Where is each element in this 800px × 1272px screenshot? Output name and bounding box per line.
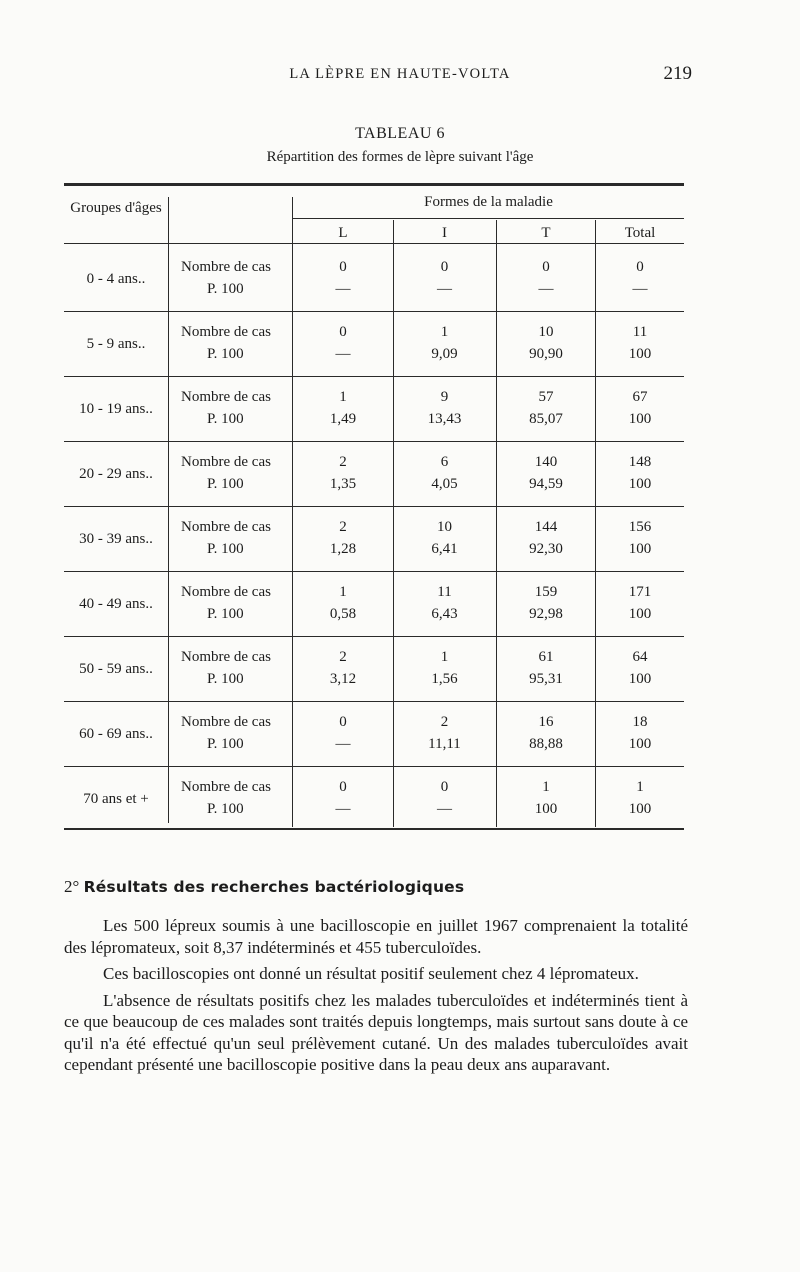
cell-percent: 88,88 (529, 736, 563, 752)
cell-percent: 100 (628, 411, 652, 427)
cell-count: 11 (437, 584, 452, 600)
cell-count: 67 (632, 389, 648, 405)
row-separator (64, 376, 684, 377)
age-group-label: 0 - 4 ans.. (86, 271, 146, 287)
paragraph: L'absence de résultats positifs chez les malades tuberculoïdes et indéterminés tient à ce que beaucoup de ces malades sont traités depuis longtemps, mais surtout sans doute à ce qu'il n'a été effectué qu'un seul prélèvement cutané. Un des malades tuberculoïdes avait cependant présenté une bacilloscopie positive dans la peau deux ans auparavant. (64, 990, 688, 1074)
cell-percent: — (632, 281, 648, 297)
row-label-percent: P. 100 (207, 736, 244, 752)
forms-header: Formes de la maladie (424, 194, 553, 210)
row-label-percent: P. 100 (207, 411, 244, 427)
row-label-count: Nombre de cas (181, 779, 271, 795)
section-heading (64, 877, 464, 897)
cell-percent: 6,43 (431, 606, 458, 622)
column-header: T (541, 225, 551, 241)
row-label-percent: P. 100 (207, 671, 244, 687)
row-label-count: Nombre de cas (181, 714, 271, 730)
cell-percent: 100 (628, 671, 652, 687)
running-head: LA LÈPRE EN HAUTE-VOLTA (289, 66, 511, 82)
cell-percent: — (335, 801, 351, 817)
cell-count: 0 (339, 259, 347, 275)
cell-count: 144 (534, 519, 558, 535)
age-group-label: 60 - 69 ans.. (79, 726, 153, 742)
row-label-count: Nombre de cas (181, 454, 271, 470)
column-header: L (338, 225, 348, 241)
paragraph: Les 500 lépreux soumis à une bacilloscopie en juillet 1967 comprenaient la totalité des lépromateux, soit 8,37 indéterminés et 455 tuberculoïdes. (64, 916, 688, 957)
cell-percent: 4,05 (431, 476, 458, 492)
row-separator (64, 636, 684, 637)
cell-count: 9 (440, 389, 449, 405)
cell-percent: 6,41 (431, 541, 458, 557)
cell-percent: — (335, 346, 351, 362)
forms-underline (293, 218, 684, 219)
cell-count: 1 (542, 779, 550, 795)
cell-count: 0 (542, 259, 550, 275)
cell-count: 1 (440, 649, 449, 665)
age-group-label: 40 - 49 ans.. (79, 596, 153, 612)
cell-percent: 100 (534, 801, 558, 817)
cell-count: 1 (339, 584, 347, 600)
cell-count: 2 (339, 454, 347, 470)
cell-percent: 13,43 (427, 411, 462, 427)
cell-count: 156 (628, 519, 652, 535)
age-group-label: 5 - 9 ans.. (86, 336, 146, 352)
cell-percent: 85,07 (529, 411, 563, 427)
cell-percent: 100 (628, 736, 652, 752)
cell-count: 6 (440, 454, 449, 470)
row-label-percent: P. 100 (207, 346, 244, 362)
col-separator (168, 197, 169, 823)
cell-count: 64 (632, 649, 648, 665)
column-header: I (442, 225, 447, 241)
row-label-percent: P. 100 (207, 801, 244, 817)
section-number: 2° (64, 877, 80, 896)
header-bottom-rule (64, 243, 684, 244)
cell-count: 159 (534, 584, 558, 600)
row-label-count: Nombre de cas (181, 584, 271, 600)
cell-count: 0 (339, 714, 347, 730)
row-label-count: Nombre de cas (181, 259, 271, 275)
cell-count: 61 (538, 649, 554, 665)
cell-percent: — (335, 736, 351, 752)
cell-percent: 1,28 (329, 541, 357, 557)
row-label-percent: P. 100 (207, 281, 244, 297)
cell-count: 0 (339, 324, 347, 340)
cell-percent: 95,31 (529, 671, 563, 687)
cell-count: 0 (440, 779, 449, 795)
cell-count: 10 (437, 519, 452, 535)
age-group-label: 70 ans et + (83, 791, 149, 807)
row-separator (64, 571, 684, 572)
paragraph: Ces bacilloscopies ont donné un résultat positif seulement chez 4 lépromateux. (103, 964, 639, 983)
row-label-count: Nombre de cas (181, 519, 271, 535)
age-group-label: 10 - 19 ans.. (79, 401, 153, 417)
age-group-label: 30 - 39 ans.. (79, 531, 153, 547)
row-separator (64, 701, 684, 702)
cell-count: 2 (339, 519, 347, 535)
cell-count: 10 (538, 324, 554, 340)
cell-percent: 100 (628, 476, 652, 492)
cell-count: 1 (339, 389, 347, 405)
row-label-percent: P. 100 (207, 476, 244, 492)
row-separator (64, 311, 684, 312)
cell-percent: 11,11 (428, 736, 461, 752)
cell-percent: 0,58 (329, 606, 357, 622)
cell-count: 57 (538, 389, 554, 405)
row-separator (64, 441, 684, 442)
cell-percent: 92,30 (529, 541, 563, 557)
cell-percent: 100 (628, 541, 652, 557)
cell-count: 0 (339, 779, 347, 795)
page-number: 219 (663, 63, 692, 84)
age-group-label: 20 - 29 ans.. (79, 466, 153, 482)
cell-percent: — (437, 801, 452, 817)
cell-percent: 100 (628, 606, 652, 622)
cell-count: 16 (538, 714, 554, 730)
cell-percent: 3,12 (329, 671, 357, 687)
cell-count: 1 (440, 324, 449, 340)
cell-percent: 100 (628, 346, 652, 362)
section-title: Résultats des recherches bactériologiques (83, 878, 465, 896)
cell-percent: 92,98 (529, 606, 563, 622)
cell-count: 2 (440, 714, 449, 730)
cell-percent: 94,59 (529, 476, 563, 492)
row-separator (64, 506, 684, 507)
table-title: TABLEAU 6 (355, 125, 445, 142)
cell-count: 0 (440, 259, 449, 275)
cell-percent: 1,56 (431, 671, 458, 687)
cell-count: 1 (636, 779, 644, 795)
age-group-label: 50 - 59 ans.. (79, 661, 153, 677)
row-label-count: Nombre de cas (181, 324, 271, 340)
cell-percent: — (335, 281, 351, 297)
cell-count: 0 (636, 259, 644, 275)
row-label-count: Nombre de cas (181, 649, 271, 665)
age-group-header: Groupes d'âges (70, 200, 162, 216)
table-subtitle: Répartition des formes de lèpre suivant l'âge (266, 149, 534, 165)
cell-count: 2 (339, 649, 347, 665)
cell-percent: — (437, 281, 452, 297)
cell-percent: 90,90 (529, 346, 563, 362)
cell-percent: 100 (628, 801, 652, 817)
table-bottom-rule (64, 828, 684, 830)
cell-count: 171 (628, 584, 652, 600)
cell-count: 11 (632, 324, 648, 340)
table-top-rule (64, 183, 684, 186)
row-label-count: Nombre de cas (181, 389, 271, 405)
row-label-percent: P. 100 (207, 541, 244, 557)
column-header: Total (624, 225, 656, 241)
cell-percent: 1,35 (329, 476, 357, 492)
cell-percent: 1,49 (329, 411, 357, 427)
cell-percent: — (538, 281, 554, 297)
cell-count: 18 (632, 714, 648, 730)
cell-count: 148 (628, 454, 652, 470)
row-separator (64, 766, 684, 767)
cell-count: 140 (534, 454, 558, 470)
cell-percent: 9,09 (431, 346, 458, 362)
row-label-percent: P. 100 (207, 606, 244, 622)
body-text (64, 915, 688, 1076)
